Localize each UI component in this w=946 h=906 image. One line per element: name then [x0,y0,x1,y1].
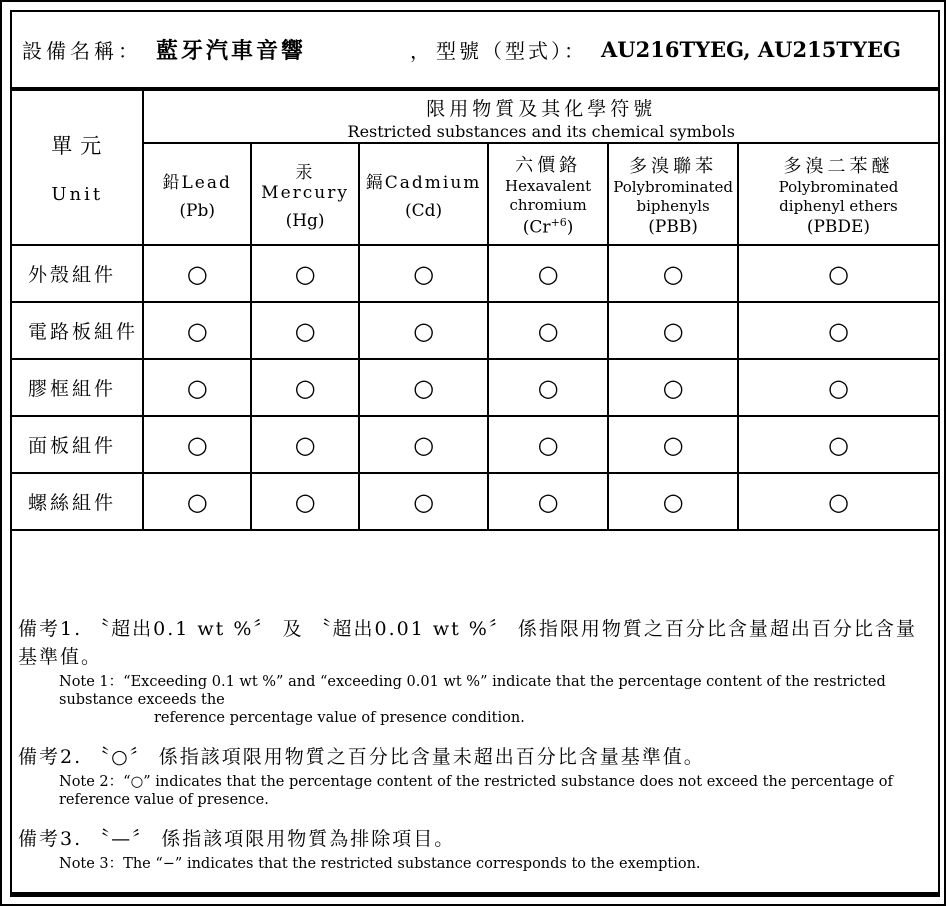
note-2 [18,743,934,809]
row-label: 外殼組件 [12,245,143,302]
unit-header-cell [12,90,143,245]
mark-cell: ○ [608,416,738,473]
model-value: AU216TYEG, AU215TYEG [601,37,901,62]
chromium-symbol-superscript: +6 [550,215,567,229]
device-name-label: 設備名稱： [22,39,142,63]
mark-cell: ○ [488,302,608,359]
note-1-chinese: 備考1. 〝超出0.1 wt %〞 及 〝超出0.01 wt %〞 係指限用物質之百分比含量超出百分比含量基準值。 [18,618,917,668]
mark-cell: ○ [143,359,250,416]
device-name-value: 藍牙汽車音響 [156,38,307,64]
col-header-lead [143,143,250,245]
table-row-panel [12,416,938,473]
group-header-zh: 限用物質及其化學符號 [426,98,657,120]
table-row-circuit-board [12,302,938,359]
mark-cell: ○ [608,302,738,359]
mark-cell: ○ [359,302,488,359]
mercury-label: 汞Mercury [261,162,349,203]
mark-cell: ○ [251,302,359,359]
mercury-symbol: (Hg) [285,210,325,231]
mark-cell: ○ [251,473,359,530]
mark-cell: ○ [143,302,250,359]
mark-cell: ○ [488,416,608,473]
pbb-label-en2: biphenyls [636,196,710,215]
mark-cell: ○ [738,359,938,416]
table-row-housing [12,245,938,302]
declaration-document [10,10,940,897]
restricted-substances-table [12,89,938,531]
mark-cell: ○ [143,245,250,302]
unit-header-en: Unit [51,184,104,205]
group-header-en: Restricted substances and its chemical symbols [347,122,735,141]
mark-cell: ○ [608,473,738,530]
separator-comma: ， [410,39,431,63]
mark-cell: ○ [251,359,359,416]
note-1 [18,615,934,727]
col-header-pbb [608,143,738,245]
note-3-english: Note 3：The “−” indicates that the restricted substance corresponds to the exemption. [59,856,701,872]
pbde-symbol: (PBDE) [806,216,871,237]
notes-section [12,615,938,873]
row-label: 膠框組件 [12,359,143,416]
chromium-symbol: $(Cr^{+6})$ [522,215,574,238]
col-header-pbde [738,143,938,245]
col-header-hexavalent-chromium [488,143,608,245]
row-label: 螺絲組件 [12,473,143,530]
table-row-screws [12,473,938,530]
pbb-label-zh: 多溴聯苯 [629,155,718,177]
note-2-chinese: 備考2. 〝○〞 係指該項限用物質之百分比含量未超出百分比含量基準值。 [18,746,705,768]
mark-cell: ○ [251,416,359,473]
mark-cell: ○ [359,473,488,530]
cadmium-symbol: (Cd) [404,200,443,221]
pbb-symbol: (PBB) [648,216,698,237]
pbde-label-en2: diphenyl ethers [779,196,898,215]
mark-cell: ○ [359,245,488,302]
note-3-chinese: 備考3. 〝—〞 係指該項限用物質為排除項目。 [18,828,456,850]
cadmium-label: 鎘Cadmium [365,172,482,193]
mark-cell: ○ [608,245,738,302]
chromium-label-en2: chromium [509,195,587,214]
mark-cell: ○ [738,245,938,302]
lead-symbol: (Pb) [179,200,215,221]
unit-header-zh: 單元 [51,134,110,158]
lead-label: 鉛Lead [162,172,232,193]
pbde-label-zh: 多溴二苯醚 [783,155,894,177]
note-2-english: Note 2：“○” indicates that the percentage content of the restricted substance does not exceed the percentage of reference value of presence. [59,774,893,808]
row-label: 面板組件 [12,416,143,473]
mark-cell: ○ [738,416,938,473]
title-row [12,12,938,89]
mark-cell: ○ [738,302,938,359]
column-header-row [12,143,938,245]
mark-cell: ○ [251,245,359,302]
mark-cell: ○ [359,359,488,416]
mark-cell: ○ [738,473,938,530]
row-label: 電路板組件 [12,302,143,359]
mark-cell: ○ [488,245,608,302]
col-header-mercury [251,143,359,245]
chromium-label-zh: 六價鉻 [515,154,582,176]
note-3 [18,825,934,873]
pbb-label-en1: Polybrominated [613,177,733,196]
mark-cell: ○ [143,473,250,530]
model-label: 型號（型式）： [436,39,588,63]
mark-cell: ○ [488,473,608,530]
chromium-label-en1: Hexavalent [505,176,592,195]
pbde-label-en1: Polybrominated [778,177,899,196]
note-1-english: Note 1：“Exceeding 0.1 wt %” and “exceeding 0.01 wt %” indicate that the percentage content of the restricted substance exceeds the reference percentage value of presence condition. [59,674,886,726]
mark-cell: ○ [359,416,488,473]
mark-cell: ○ [143,416,250,473]
mark-cell: ○ [608,359,738,416]
group-header-cell [143,90,938,143]
mark-cell: ○ [488,359,608,416]
table-row-rubber-frame [12,359,938,416]
col-header-cadmium [359,143,488,245]
